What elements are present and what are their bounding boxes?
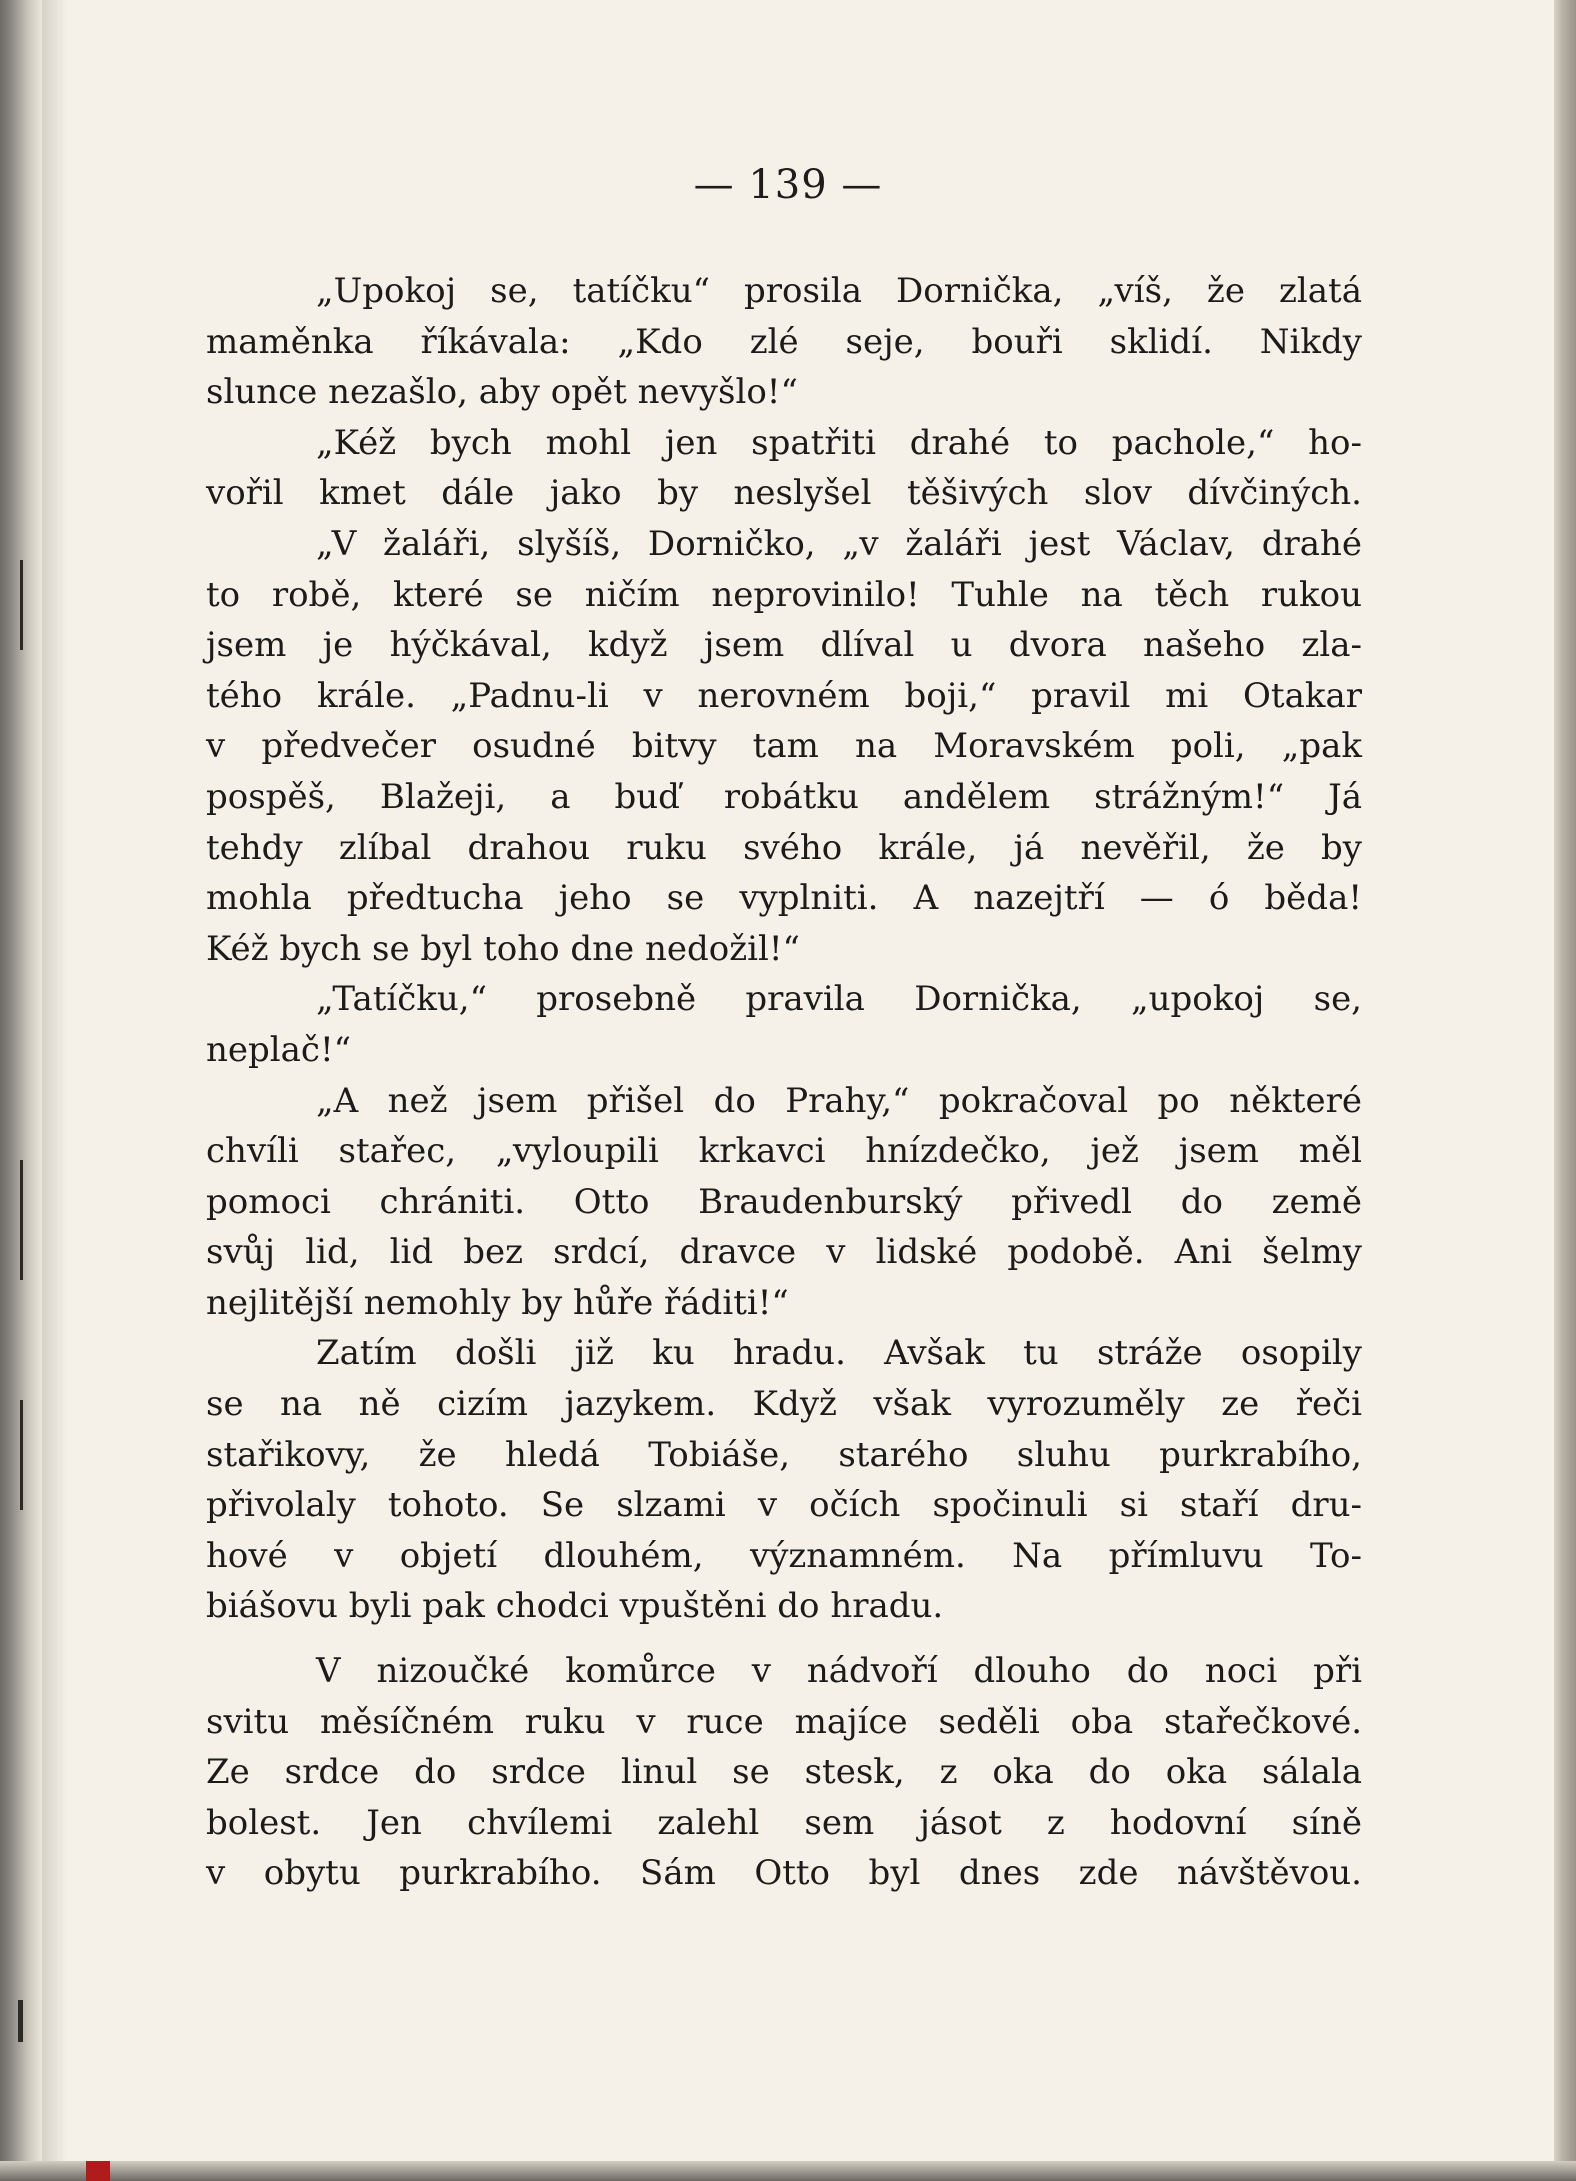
text-line: nejlitější nemohly by hůře řáditi!“ [206, 1282, 789, 1323]
text-line: „A než jsem přišel do Prahy,“ pokračoval po některé [316, 1080, 1362, 1121]
text-line: bolest. Jen chvílemi zalehl sem jásot z hodovní síně [206, 1802, 1362, 1843]
red-ribbon-marker [86, 2161, 110, 2181]
text-line: to robě, které se ničím neprovinilo! Tuhle na těch rukou [206, 574, 1362, 615]
text-line: „Tatíčku,“ prosebně pravila Dornička, „upokoj se, [316, 979, 1362, 1020]
text-line: mohla předtucha jeho se vyplniti. A nazejtří — ó běda! [206, 878, 1362, 919]
text-line: „V žaláři, slyšíš, Dorničko, „v žaláři jest Václav, drahé [316, 523, 1362, 564]
text-line: stařikovy, že hledá Tobiáše, starého sluhu purkrabího, [206, 1434, 1362, 1475]
text-line: biášovu byli pak chodci vpuštěni do hradu. [206, 1586, 944, 1627]
text-line: se na ně cizím jazykem. Když však vyrozuměly ze řeči [206, 1384, 1362, 1425]
page-bottom-edge [0, 2161, 1576, 2181]
text-line: Ze srdce do srdce linul se stesk, z oka do oka sálala [206, 1752, 1362, 1793]
text-line: „Upokoj se, tatíčku“ prosila Dornička, „víš, že zlatá [316, 271, 1362, 311]
page-right-edge [1554, 0, 1576, 2181]
text-line: tehdy zlíbal drahou ruku svého krále, já nevěřil, že by [206, 827, 1362, 868]
text-line: „Kéž bych mohl jen spatřiti drahé to pachole,“ ho- [316, 422, 1362, 463]
text-line: Zatím došli již ku hradu. Avšak tu stráže osopily [316, 1333, 1362, 1374]
text-line: Kéž bych se byl toho dne nedožil!“ [206, 928, 800, 969]
text-line: pospěš, Blažeji, a buď robátku andělem strážným!“ Já [206, 776, 1362, 817]
text-line: slunce nezašlo, aby opět nevyšlo!“ [206, 372, 798, 413]
text-line: svitu měsíčném ruku v ruce majíce seděli oba stařečkové. [206, 1701, 1362, 1742]
text-line: hové v objetí dlouhém, významném. Na přímluvu To- [206, 1535, 1362, 1576]
book-binding-edge [0, 0, 42, 2181]
text-line: chvíli stařec, „vyloupili krkavci hnízdečko, jež jsem měl [206, 1131, 1362, 1172]
text-line: maměnka říkávala: „Kdo zlé seje, bouři sklidí. Nikdy [206, 321, 1362, 362]
text-line: jsem je hýčkával, když jsem dlíval u dvora našeho zla- [206, 625, 1362, 666]
text-line: v předvečer osudné bitvy tam na Moravském poli, „pak [206, 726, 1362, 767]
margin-mark [18, 2000, 23, 2042]
text-line: tého krále. „Padnu-li v nerovném boji,“ pravil mi Otakar [206, 675, 1362, 716]
body-text [206, 266, 1362, 1899]
text-line: v obytu purkrabího. Sám Otto byl dnes zde návštěvou. [206, 1853, 1362, 1894]
text-line: V nizoučké komůrce v nádvoří dlouho do noci při [316, 1651, 1362, 1692]
text-line: neplač!“ [206, 1029, 352, 1070]
margin-mark [20, 560, 23, 650]
binding-shadow [42, 0, 68, 2181]
margin-mark [20, 1160, 23, 1280]
text-line: vořil kmet dále jako by neslyšel těšivých slov dívčiných. [206, 473, 1362, 514]
text-line: přivolaly tohoto. Se slzami v očích spočinuli si staří dru- [206, 1485, 1362, 1526]
page-number: — 139 — [693, 162, 883, 208]
margin-mark [20, 1400, 23, 1510]
text-line: svůj lid, lid bez srdcí, dravce v lidské podobě. Ani šelmy [206, 1232, 1362, 1273]
paragraph-gap [206, 1632, 1362, 1646]
text-line: pomoci chrániti. Otto Braudenburský přivedl do země [206, 1181, 1362, 1222]
